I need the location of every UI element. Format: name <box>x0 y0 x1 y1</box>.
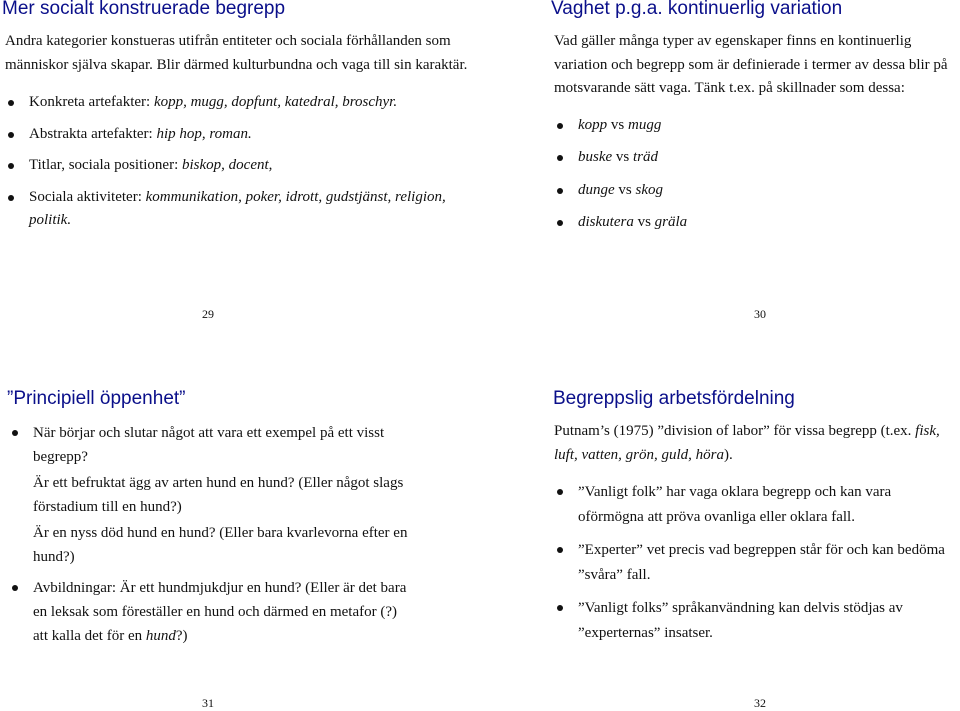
list-item <box>554 211 960 235</box>
intro-text-end: ). <box>724 446 733 463</box>
term-a: buske <box>578 149 613 165</box>
bullet-list <box>9 421 411 648</box>
slide-29 <box>0 0 480 354</box>
vs-label: vs <box>607 116 629 133</box>
item-examples: hip hop, roman. <box>156 125 252 142</box>
term-a: dunge <box>578 181 615 198</box>
list-item <box>9 576 411 648</box>
term-b: gräla <box>654 214 688 230</box>
item-text: Sociala aktiviteter: <box>29 188 146 205</box>
item-text: Konkreta artefakter: <box>29 94 154 110</box>
slide-body <box>554 420 954 645</box>
slide-title: Vaghet p.g.a. kontinuerlig variation <box>551 0 843 19</box>
page-number: 30 <box>754 307 766 321</box>
item-paragraph: Är en nyss död hund en hund? (Eller bara kvarlevorna efter en hund?) <box>33 525 408 565</box>
list-item <box>5 123 470 147</box>
term-a: kopp <box>578 116 608 133</box>
vs-label: vs <box>633 214 655 230</box>
term-a: diskutera <box>578 214 634 230</box>
list-item <box>554 114 960 138</box>
intro-text: Putnam’s (1975) ”division of labor” för vissa begrepp (t.ex. <box>554 423 912 439</box>
page-number: 31 <box>202 696 214 710</box>
item-examples: biskop, docent, <box>182 157 273 173</box>
list-item <box>5 154 470 178</box>
slide-body <box>554 30 960 235</box>
item-text: Abstrakta artefakter: <box>29 125 157 142</box>
list-item <box>9 421 411 569</box>
item-text-end: ?) <box>175 628 188 644</box>
term-b: träd <box>633 149 659 165</box>
slide-31 <box>0 354 480 708</box>
vs-label: vs <box>612 149 633 165</box>
item-text: Avbildningar: Är ett hundmjukdjur en hund? (Eller är det bara en leksak som föreställer en hund och därmed en metafor (?) att kalla det för en <box>33 580 407 644</box>
list-item <box>5 91 470 115</box>
intro-paragraph <box>554 420 954 467</box>
item-paragraph: Är ett befruktat ägg av arten hund en hund? (Eller något slags förstadium till en hund?) <box>33 475 404 515</box>
list-item: ”Vanligt folk” har vaga oklara begrepp och kan vara oförmögna att pröva ovanliga eller oklara fall. <box>554 480 954 529</box>
page-number: 32 <box>754 696 766 710</box>
item-emphasis: hund <box>145 628 176 644</box>
term-b: mugg <box>628 116 662 133</box>
list-item: ”Experter” vet precis vad begreppen står för och kan bedöma ”svåra” fall. <box>554 538 954 587</box>
list-item <box>554 179 960 203</box>
intro-paragraph: Vad gäller många typer av egenskaper finns en kontinuerlig variation och begrepp som är definierade i termer av dessa blir på motsvarande sätt vaga. Tänk t.ex. på skillnader som dessa: <box>554 33 948 96</box>
page-number: 29 <box>202 307 214 321</box>
slide-32 <box>480 354 960 708</box>
bullet-list <box>554 114 960 235</box>
vs-label: vs <box>614 181 636 198</box>
slide-title: ”Principiell öppenhet” <box>7 388 186 409</box>
bullet-list <box>554 480 954 645</box>
item-examples: kopp, mugg, dopfunt, katedral, broschyr. <box>153 94 398 110</box>
list-item: ”Vanligt folks” språkanvändning kan delvis stödjas av ”experternas” insatser. <box>554 596 954 645</box>
list-item <box>554 146 960 170</box>
item-text: Titlar, sociala positioner: <box>29 157 182 173</box>
item-paragraph: När börjar och slutar något att vara ett exempel på ett visst begrepp? <box>33 425 385 465</box>
intro-examples: fisk, luft, vatten, grön, guld, höra <box>554 423 940 463</box>
slide-title: Begreppslig arbetsfördelning <box>553 388 795 409</box>
term-b: skog <box>635 181 664 198</box>
slide-body <box>5 30 470 233</box>
intro-paragraph: Andra kategorier konstueras utifrån entiteter och sociala förhållanden som människor själva skapar. Blir därmed kulturbundna och vaga till sin karaktär. <box>5 33 468 73</box>
list-item <box>5 186 470 233</box>
slide-title: Mer socialt konstruerade begrepp <box>2 0 286 19</box>
slide-body <box>9 421 411 648</box>
slide-30 <box>480 0 960 354</box>
item-examples: kommunikation, poker, idrott, gudstjänst, religion, politik. <box>29 188 446 228</box>
bullet-list <box>5 91 470 233</box>
